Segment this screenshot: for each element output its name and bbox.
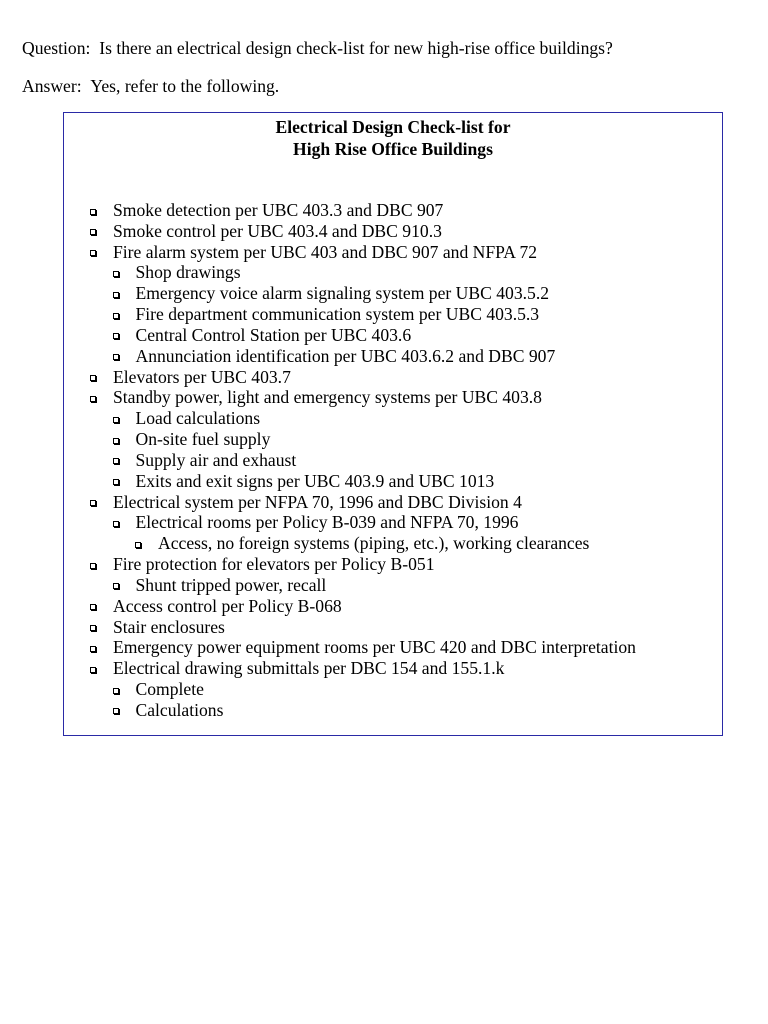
checklist-item-text: Stair enclosures <box>113 616 225 637</box>
checklist-item-text: Fire alarm system per UBC 403 and DBC 907 and NFPA 72 <box>113 241 538 262</box>
checklist-item-text: Fire department communication system per UBC 403.5.3 <box>135 304 540 325</box>
checklist-item-text: Emergency power equipment rooms per UBC 420 and DBC interpretation <box>113 637 636 658</box>
checklist-item-text: Shunt tripped power, recall <box>135 574 327 595</box>
square-bullet-icon <box>90 563 96 569</box>
square-bullet-icon <box>113 292 119 298</box>
square-bullet-icon <box>113 583 119 589</box>
square-bullet-icon <box>90 396 96 402</box>
checklist-item <box>64 492 722 513</box>
checklist-item-text: Emergency voice alarm signaling system per UBC 403.5.2 <box>135 283 550 304</box>
checklist-item-text: Electrical rooms per Policy B-039 and NFPA 70, 1996 <box>135 512 519 533</box>
checklist-item-text: Central Control Station per UBC 403.6 <box>135 324 412 345</box>
checklist-subsubitem <box>64 533 722 554</box>
question-line <box>22 37 613 59</box>
checklist-item-text: Access, no foreign systems (piping, etc.), working clearances <box>158 533 590 554</box>
answer-label: Answer: <box>22 76 82 96</box>
checklist-subitem <box>64 512 722 533</box>
checklist-subitem <box>64 450 722 471</box>
square-bullet-icon <box>90 375 96 381</box>
answer-text: Yes, refer to the following. <box>90 76 280 96</box>
checklist-subitem <box>64 471 722 492</box>
checklist-subitem <box>64 679 722 700</box>
square-bullet-icon <box>90 625 96 631</box>
checklist-item <box>64 387 722 408</box>
checklist <box>64 200 722 721</box>
checklist-item-text: Fire protection for elevators per Policy B-051 <box>113 554 435 575</box>
checklist-subitem <box>64 408 722 429</box>
checklist-subitem <box>64 304 722 325</box>
checklist-box <box>63 112 723 736</box>
square-bullet-icon <box>90 604 96 610</box>
checklist-subitem <box>64 262 722 283</box>
square-bullet-icon <box>90 667 96 673</box>
checklist-item-text: Smoke detection per UBC 403.3 and DBC 907 <box>113 200 444 220</box>
checklist-item-text: Load calculations <box>135 408 261 429</box>
checklist-subitem <box>64 346 722 367</box>
square-bullet-icon <box>90 229 96 235</box>
question-text: Is there an electrical design check-list for new high-rise office buildings? <box>99 38 613 58</box>
square-bullet-icon <box>113 521 119 527</box>
square-bullet-icon <box>135 542 141 548</box>
checklist-item-text: Elevators per UBC 403.7 <box>113 366 291 387</box>
checklist-subitem <box>64 429 722 450</box>
question-label: Question: <box>22 38 91 58</box>
checklist-item-text: Electrical system per NFPA 70, 1996 and DBC Division 4 <box>113 491 522 512</box>
checklist-item-text: Exits and exit signs per UBC 403.9 and UBC 1013 <box>135 470 495 491</box>
square-bullet-icon <box>113 438 119 444</box>
checklist-item <box>64 200 722 221</box>
checklist-item <box>64 367 722 388</box>
checklist-item <box>64 617 722 638</box>
checklist-item <box>64 221 722 242</box>
checklist-item <box>64 658 722 679</box>
checklist-item-text: Access control per Policy B-068 <box>113 595 342 616</box>
checklist-item <box>64 596 722 617</box>
square-bullet-icon <box>113 458 119 464</box>
checklist-item-text: Smoke control per UBC 403.4 and DBC 910.3 <box>113 220 442 241</box>
checklist-title-line1: Electrical Design Check-list for <box>275 117 511 137</box>
checklist-item-text: Calculations <box>135 699 224 720</box>
checklist-item-text: Complete <box>135 679 204 700</box>
square-bullet-icon <box>90 250 96 256</box>
checklist-subitem <box>64 325 722 346</box>
checklist-item <box>64 554 722 575</box>
square-bullet-icon <box>90 500 96 506</box>
square-bullet-icon <box>113 708 119 714</box>
square-bullet-icon <box>113 313 119 319</box>
checklist-item-text: Electrical drawing submittals per DBC 154 and 155.1.k <box>113 658 505 679</box>
checklist-item-text: On-site fuel supply <box>135 429 271 450</box>
checklist-item <box>64 637 722 658</box>
square-bullet-icon <box>90 209 96 215</box>
checklist-item <box>64 242 722 263</box>
square-bullet-icon <box>113 354 119 360</box>
square-bullet-icon <box>90 646 96 652</box>
checklist-item-text: Supply air and exhaust <box>135 449 297 470</box>
square-bullet-icon <box>113 479 119 485</box>
checklist-subitem <box>64 575 722 596</box>
checklist-item-text: Shop drawings <box>135 262 241 283</box>
checklist-title <box>64 116 722 160</box>
checklist-item-text: Standby power, light and emergency systems per UBC 403.8 <box>113 387 542 408</box>
checklist-subitem <box>64 700 722 721</box>
answer-line <box>22 75 279 97</box>
checklist-subitem <box>64 283 722 304</box>
square-bullet-icon <box>113 688 119 694</box>
square-bullet-icon <box>113 417 119 423</box>
checklist-item-text: Annunciation identification per UBC 403.6.2 and DBC 907 <box>135 345 556 366</box>
square-bullet-icon <box>113 333 119 339</box>
checklist-title-line2: High Rise Office Buildings <box>293 139 493 159</box>
square-bullet-icon <box>113 271 119 277</box>
